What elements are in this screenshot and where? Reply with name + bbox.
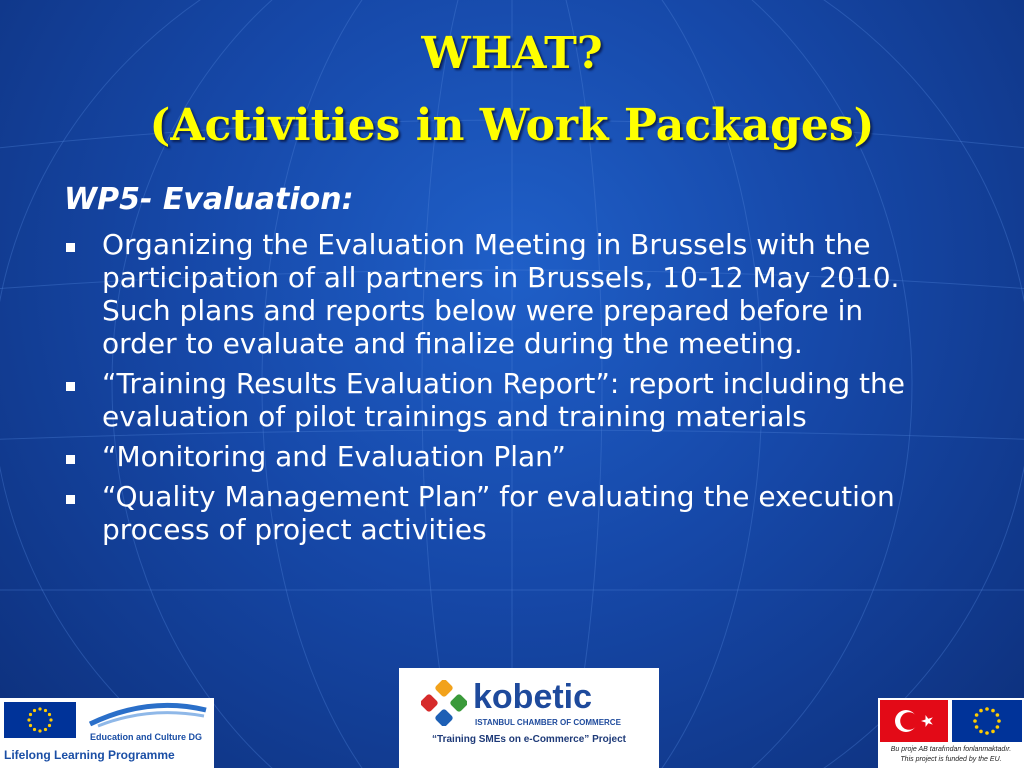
llp-dg-text: Education and Culture DG	[90, 732, 203, 742]
kobetic-name: kobetic	[473, 678, 593, 716]
kobetic-logo	[399, 668, 659, 768]
square-bullet-icon	[66, 455, 75, 464]
slide-title-line2: (Activities in Work Packages)	[149, 100, 875, 151]
kobetic-project: “Training SMEs on e-Commerce” Project	[432, 734, 626, 745]
square-bullet-icon	[66, 495, 75, 504]
bullet-item	[60, 440, 940, 473]
eu-flag-icon	[4, 702, 76, 738]
eu-funding-text-tr: Bu proje AB tarafından fonlanmaktadır.	[890, 746, 1012, 753]
llp-swoosh-icon	[88, 702, 208, 728]
llp-programme-text: Lifelong Learning Programme	[4, 748, 175, 762]
bullet-list	[60, 228, 940, 553]
slide-title-line1: WHAT?	[421, 28, 603, 79]
section-subtitle: WP5- Evaluation:	[64, 182, 354, 217]
eu-flag-icon	[952, 700, 1022, 742]
eu-turkey-logo	[878, 698, 1024, 768]
bullet-text: Organizing the Evaluation Meeting in Brussels with the participation of all partners in Brussels, 10-12 May 2010. Such plans and reports below were prepared before in order to evaluate and finalize during the meeting.	[102, 228, 900, 360]
llp-logo	[0, 698, 214, 768]
turkey-flag-icon	[880, 700, 948, 742]
bullet-item	[60, 480, 940, 546]
bullet-text: “Training Results Evaluation Report”: report including the evaluation of pilot trainings and training materials	[102, 367, 905, 433]
kobetic-puzzle-icon	[421, 680, 467, 726]
bullet-item	[60, 228, 940, 360]
kobetic-org: ISTANBUL CHAMBER OF COMMERCE	[475, 718, 621, 727]
bullet-text: “Monitoring and Evaluation Plan”	[102, 440, 566, 473]
square-bullet-icon	[66, 243, 75, 252]
eu-funding-text-en: This project is funded by the EU.	[900, 756, 1002, 763]
square-bullet-icon	[66, 382, 75, 391]
bullet-text: “Quality Management Plan” for evaluating the execution process of project activities	[102, 480, 895, 546]
bullet-item	[60, 367, 940, 433]
